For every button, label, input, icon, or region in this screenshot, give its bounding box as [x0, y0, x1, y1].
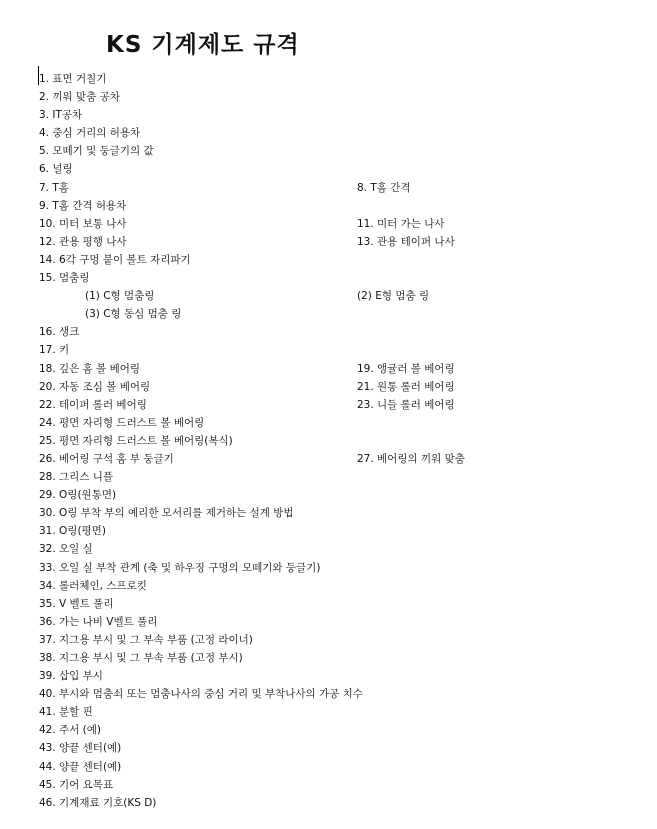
- list-item-left: 16. 생크: [39, 326, 80, 339]
- list-item: [0, 341, 657, 359]
- list-item-left: 26. 베어링 구석 홈 부 둥글기: [39, 452, 174, 465]
- list-item: [0, 269, 657, 287]
- list-item: [0, 559, 657, 577]
- list-item: [0, 522, 657, 540]
- list-item-left: 39. 삽입 부시: [39, 670, 103, 683]
- list-item: [0, 631, 657, 649]
- list-item: [0, 504, 657, 522]
- list-item: [0, 468, 657, 486]
- list-item-left: (1) C형 멈춤링: [85, 290, 155, 303]
- list-item-left: 18. 깊은 홈 볼 베어링: [39, 362, 141, 375]
- list-item: [0, 613, 657, 631]
- list-item-left: 44. 양끝 센터(예): [39, 760, 122, 773]
- list-item-left: 15. 멈춤링: [39, 272, 90, 285]
- list-item-right: 11. 미터 가는 나사: [357, 217, 445, 230]
- list-item: [0, 179, 657, 197]
- list-item-left: 2. 끼워 맞춤 공차: [39, 91, 120, 104]
- list-item: [0, 396, 657, 414]
- list-item-right: 8. T홈 간격: [357, 181, 411, 194]
- list-item-left: 35. V 벨트 풀리: [39, 597, 114, 610]
- list-item-left: 32. 오일 실: [39, 543, 93, 556]
- list-item-left: 36. 가는 나비 V벨트 풀리: [39, 615, 158, 628]
- list-item-left: 41. 분할 핀: [39, 706, 93, 719]
- list-item: [0, 721, 657, 739]
- list-item: [0, 124, 657, 142]
- list-item-right: 13. 관용 테이퍼 나사: [357, 235, 455, 248]
- list-item-left: 3. IT공차: [39, 109, 83, 122]
- list-item: [0, 577, 657, 595]
- list-item-left: 38. 지그용 부시 및 그 부속 부품 (고정 부시): [39, 652, 243, 664]
- contents-list: [0, 70, 657, 812]
- list-item-left: 6. 널링: [39, 163, 73, 176]
- list-item: [0, 88, 657, 106]
- list-item-left: 25. 평면 자리형 드러스트 볼 베어링(복식): [39, 434, 233, 447]
- list-item: [0, 287, 657, 305]
- list-item-left: 14. 6각 구멍 붙이 볼트 자리파기: [39, 253, 191, 266]
- list-item-left: 24. 평면 자리형 드러스트 볼 베어링: [39, 416, 205, 429]
- list-item: [0, 432, 657, 450]
- list-item: [0, 776, 657, 794]
- list-item: [0, 758, 657, 776]
- list-item: [0, 360, 657, 378]
- list-item: [0, 414, 657, 432]
- list-item-right: 21. 원통 롤러 베어링: [357, 380, 455, 393]
- list-item: [0, 667, 657, 685]
- list-item-left: 10. 미터 보통 나사: [39, 217, 127, 230]
- list-item-left: 20. 자동 조심 볼 베어링: [39, 380, 151, 393]
- list-item: [0, 233, 657, 251]
- list-item-left: 30. O링 부착 부의 예리한 모서리를 제거하는 설계 방법: [39, 507, 294, 520]
- list-item: [0, 595, 657, 613]
- list-item-left: 9. T홈 간격 허용차: [39, 199, 127, 212]
- list-item: [0, 215, 657, 233]
- list-item: [0, 251, 657, 269]
- list-item: [0, 106, 657, 124]
- list-item-left: 7. T홈: [39, 181, 69, 194]
- list-item-left: 46. 기계재료 기호(KS D): [39, 796, 157, 809]
- page-title: KS 기계제도 규격: [106, 32, 300, 58]
- list-item: [0, 142, 657, 160]
- list-item-left: 29. O링(원통면): [39, 489, 117, 502]
- list-item-left: 42. 주서 (예): [39, 724, 101, 737]
- list-item: [0, 739, 657, 757]
- list-item: [0, 649, 657, 667]
- list-item-left: 1. 표면 거칠기: [39, 73, 107, 85]
- list-item-left: (3) C형 동심 멈춤 링: [85, 308, 182, 321]
- list-item-left: 37. 지그용 부시 및 그 부속 부품 (고정 라이너): [39, 633, 253, 646]
- list-item-right: (2) E형 멈춤 링: [357, 290, 430, 303]
- list-item-left: 33. 오일 실 부착 관계 (축 및 하우징 구멍의 모떼기와 둥글기): [39, 561, 321, 574]
- list-item: [0, 540, 657, 558]
- list-item-left: 43. 양끝 센터(예): [39, 742, 122, 755]
- list-item-right: 27. 베어링의 끼워 맞춤: [357, 452, 465, 465]
- list-item-left: 34. 롤러체인, 스프로킷: [39, 579, 147, 592]
- list-item-left: 28. 그리스 니플: [39, 471, 114, 484]
- list-item: [0, 323, 657, 341]
- list-item-left: 31. O링(평면): [39, 525, 106, 538]
- list-item: [0, 378, 657, 396]
- list-item: [0, 685, 657, 703]
- list-item-left: 4. 중심 거리의 허용차: [39, 127, 141, 140]
- list-item-left: 22. 테이퍼 롤러 베어링: [39, 398, 147, 411]
- list-item: [0, 70, 657, 88]
- list-item: [0, 486, 657, 504]
- list-item-right: 23. 니들 롤러 베어링: [357, 398, 455, 411]
- list-item: [0, 450, 657, 468]
- list-item: [0, 197, 657, 215]
- list-item-left: 17. 키: [39, 344, 70, 357]
- list-item: [0, 305, 657, 323]
- list-item-left: 12. 관용 평행 나사: [39, 235, 127, 248]
- list-item: [0, 160, 657, 178]
- list-item: [0, 794, 657, 812]
- list-item-right: 19. 앵귤러 볼 베어링: [357, 362, 455, 375]
- list-item-left: 45. 기어 요목표: [39, 778, 114, 791]
- list-item: [0, 703, 657, 721]
- list-item-left: 5. 모떼기 및 둥글기의 값: [39, 145, 154, 158]
- list-item-left: 40. 부시와 멈춤쇠 또는 멈춤나사의 중심 거리 및 부착나사의 가공 치수: [39, 688, 363, 701]
